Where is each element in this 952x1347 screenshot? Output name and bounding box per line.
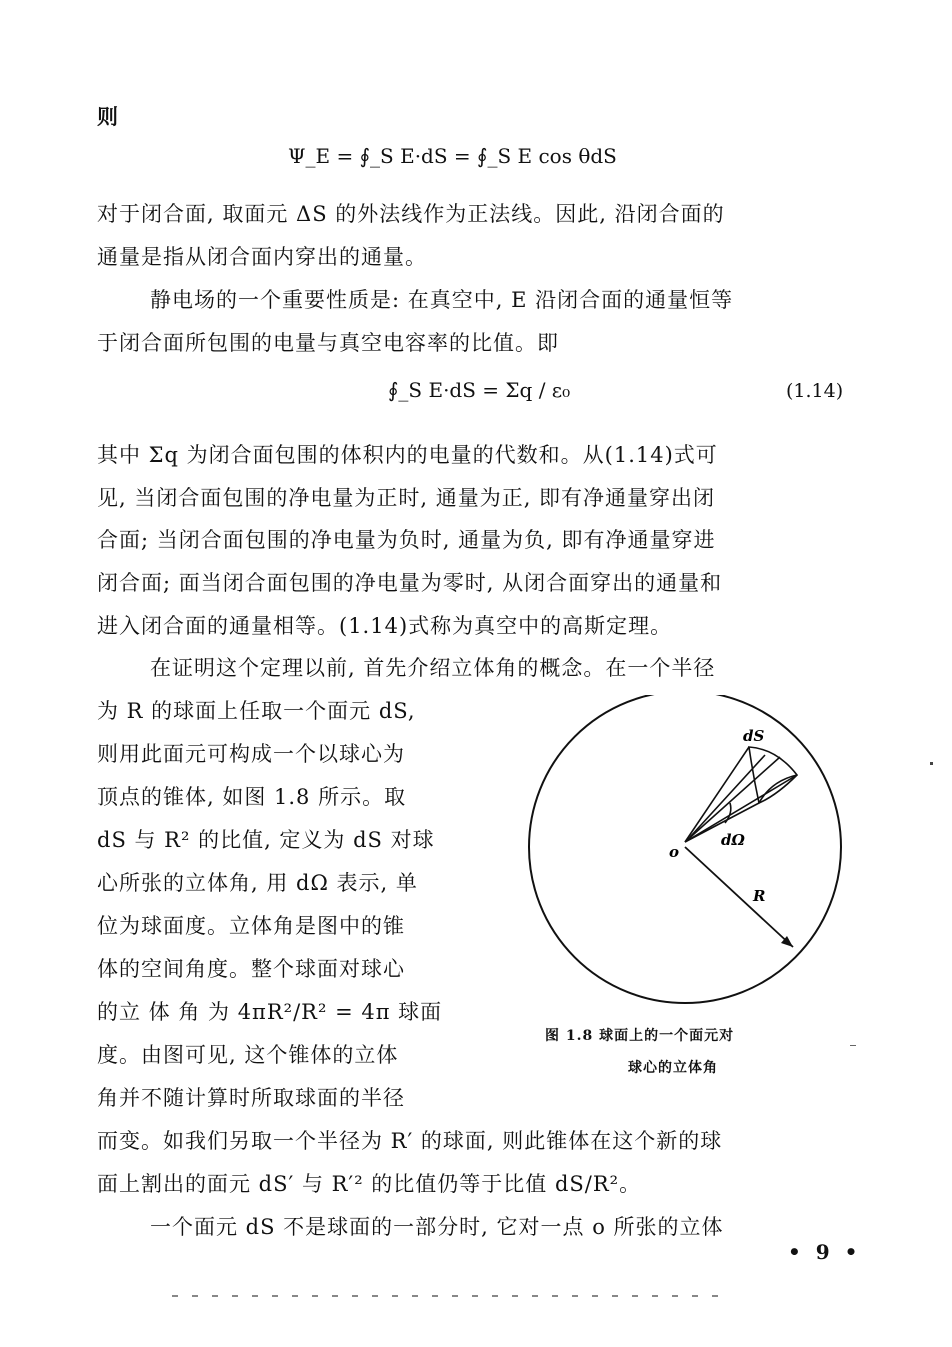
paragraph-line: dS 与 R² 的比值, 定义为 dS 对球 [97,828,435,852]
paragraph-line: 角并不随计算时所取球面的半径 [97,1086,405,1110]
paragraph-line: 的立 体 角 为 4πR²/R² = 4π 球面 [97,1000,443,1024]
paragraph-line: 心所张的立体角, 用 dΩ 表示, 单 [97,871,418,895]
paragraph-line: 闭合面; 面当闭合面包围的净电量为零时, 从闭合面穿出的通量和 [97,571,723,595]
label-domega: dΩ [721,831,745,849]
cone-figure [685,747,797,842]
paragraph-line: 面上割出的面元 dS′ 与 R′² 的比值仍等于比值 dS/R²。 [97,1172,642,1196]
paragraph-line: 则用此面元可构成一个以球心为 [97,742,405,766]
gauss-equation: ∮_S E·dS = Σq / ε₀ [388,378,571,402]
paragraph-line: 而变。如我们另取一个半径为 R′ 的球面, 则此锥体在这个新的球 [97,1129,723,1153]
paragraph-line: 一个面元 dS 不是球面的一部分时, 它对一点 o 所张的立体 [150,1215,724,1239]
paragraph-line: 静电场的一个重要性质是: 在真空中, E 沿闭合面的通量恒等 [150,288,734,312]
label-r: R [753,887,766,905]
paragraph-line: 合面; 当闭合面包围的净电量为负时, 通量为负, 即有净通量穿进 [97,528,716,552]
paragraph-line: 度。由图可见, 这个锥体的立体 [97,1043,399,1067]
paragraph-line: 对于闭合面, 取面元 ΔS 的外法线作为正法线。因此, 沿闭合面的 [97,202,725,226]
paragraph-line: 进入闭合面的通量相等。(1.14)式称为真空中的高斯定理。 [97,614,673,638]
flux-equation [288,144,617,168]
sphere-figure [515,695,855,1015]
scan-speck [850,1045,856,1046]
paragraph-line: 在证明这个定理以前, 首先介绍立体角的概念。在一个半径 [150,656,716,680]
page-number: • 9 • [788,1240,862,1264]
figure-caption-line2: 球心的立体角 [628,1060,718,1076]
paragraph-line: 顶点的锥体, 如图 1.8 所示。取 [97,785,407,809]
paragraph-line: 为 R 的球面上任取一个面元 dS, [97,699,416,723]
paragraph-line: 其中 Σq 为闭合面包围的体积内的电量的代数和。从(1.14)式可 [97,443,718,467]
scan-bottom-artifact [172,1295,732,1297]
paragraph-line: 见, 当闭合面包围的净电量为正时, 通量为正, 即有净通量穿出闭 [97,486,716,510]
sphere-outline [529,695,841,1003]
label-o: o [669,843,680,861]
paragraph-line: 位为球面度。立体角是图中的锥 [97,914,405,938]
scan-speck [930,762,933,765]
word-ze: 则 [97,104,119,129]
paragraph-line: 于闭合面所包围的电量与真空电容率的比值。即 [97,331,559,355]
flux-equation-text: Ψ_E = ∮_S E·dS = ∮_S E cos θdS [288,144,617,168]
paragraph-line: 通量是指从闭合面内穿出的通量。 [97,245,427,269]
figure-caption-line1: 图 1.8 球面上的一个面元对 [545,1028,735,1044]
radius-arrow [685,847,793,947]
paragraph-line: 体的空间角度。整个球面对球心 [97,957,405,981]
label-ds: dS [743,727,765,745]
equation-number: (1.14) [786,380,844,402]
